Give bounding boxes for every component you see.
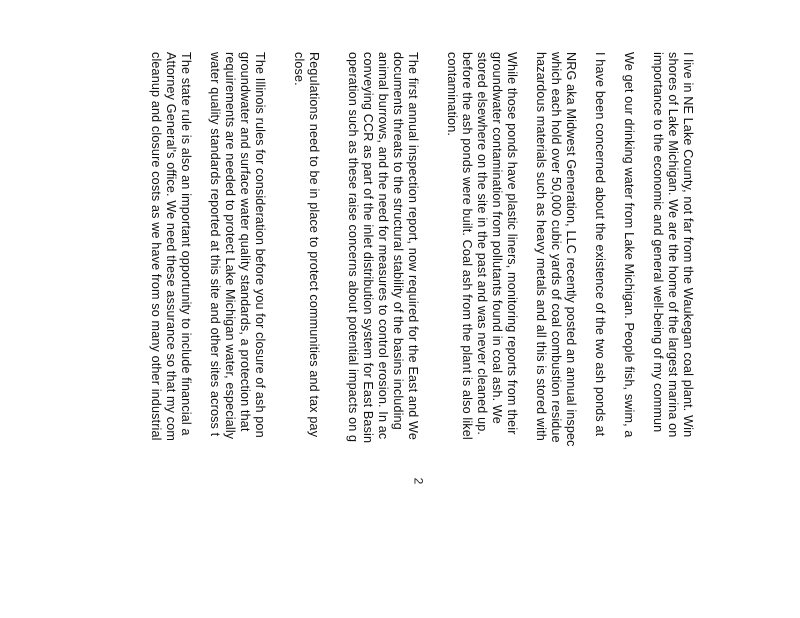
- text-line: which each hold over 50,000 cubic yards of coal combustion residue: [549, 52, 563, 443]
- paragraph-regulations: [291, 52, 321, 618]
- text-line: Regulations need to be in place to protect communities and tax pay: [307, 52, 321, 438]
- text-line: conveying CCR as part of the inlet distribution system for East Basin: [361, 52, 375, 444]
- text-line: shores of Lake Michigan. We are the home of the largest marina on: [666, 52, 680, 438]
- text-line: close.: [292, 52, 306, 86]
- text-line: animal burrows, and the need for measures to control erosion. In ac: [376, 52, 390, 440]
- text-line: water quality standards reported at this site and other sites across t: [208, 52, 222, 437]
- text-line: stored elsewhere on the site in the past and was never cleaned up.: [475, 52, 489, 436]
- text-line: before the ash ponds were built. Coal ash from the plant is also likel: [460, 52, 474, 440]
- paragraph-financial-assurance: [148, 52, 193, 618]
- rotated-text-body: [15, 0, 695, 618]
- paragraph-concern: [592, 52, 607, 618]
- text-line: While those ponds have plastic liners, monitoring reports from their: [505, 52, 519, 435]
- text-line: operation such as these raise concerns about potential impacts on g: [346, 52, 360, 443]
- paragraph-illinois-rules: [207, 52, 267, 618]
- text-line: We get our drinking water from Lake Michigan. People fish, swim, a: [622, 52, 636, 438]
- text-line: cleanup and closure costs as we have from so many other industrial: [149, 52, 163, 441]
- text-line: The first annual inspection report, now required for the East and We: [406, 52, 420, 440]
- text-line: groundwater and surface water quality standards, a protection that: [238, 52, 252, 432]
- paragraph-intro: [650, 52, 695, 618]
- paragraph-inspection-report: [345, 52, 420, 618]
- text-line: I live in NE Lake County, not far from the Waukegan coal plant. Win: [681, 52, 695, 438]
- text-line: I have been concerned about the existence of the two ash ponds at: [593, 52, 607, 437]
- text-line: contamination.: [445, 52, 459, 137]
- text-line: documents threats to the structural stability of the basins including: [391, 52, 405, 430]
- text-line: The state rule is also an important opportunity to include financial a: [179, 52, 193, 436]
- text-line: requirements are needed to protect Lake Michigan water, especially: [223, 52, 237, 440]
- paragraph-nrg-inspection: [533, 52, 578, 618]
- text-line: groundwater contamination from pollutants found in coal ash. We: [490, 52, 504, 424]
- text-line: Attorney General's office. We need these assurance so that my com: [164, 52, 178, 441]
- text-line: importance to the economic and general well-being of my commun: [651, 52, 665, 433]
- page-number: 2: [411, 477, 426, 485]
- text-line: hazardous materials such as heavy metals and all this is stored with: [534, 52, 548, 441]
- text-line: NRG aka Midwest Generation, LLC recently posted an annual inspec: [564, 52, 578, 447]
- paragraph-drinking-water: [621, 52, 636, 618]
- text-line: The Illinois rules for consideration before you for closure of ash pon: [253, 52, 267, 438]
- paragraph-liners: [444, 52, 519, 618]
